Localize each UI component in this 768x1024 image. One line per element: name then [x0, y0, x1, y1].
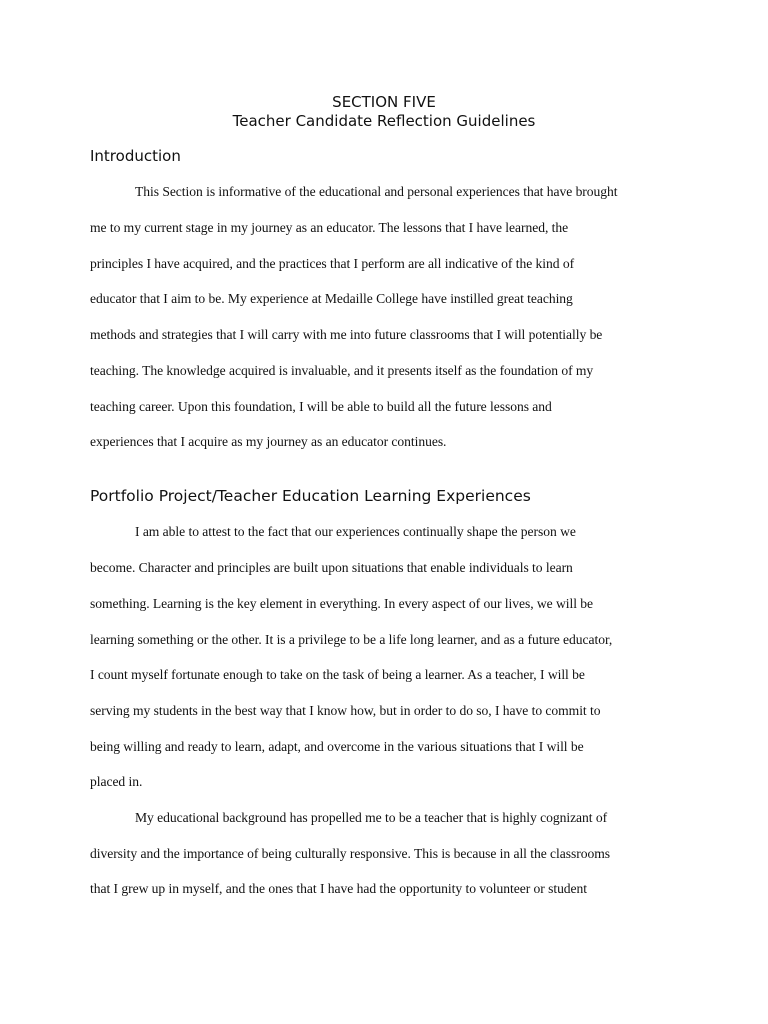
paragraph-line: methods and strategies that I will carry with me into future classrooms that I will potentially be [90, 327, 603, 342]
portfolio-heading: Portfolio Project/Teacher Education Learning Experiences [90, 487, 531, 505]
paragraph-line: This Section is informative of the educational and personal experiences that have brought [135, 184, 618, 199]
paragraph-line: learning something or the other. It is a privilege to be a life long learner, and as a future educator, [90, 632, 613, 647]
paragraph-line: diversity and the importance of being culturally responsive. This is because in all the classrooms [90, 846, 610, 861]
paragraph-line: something. Learning is the key element in everything. In every aspect of our lives, we will be [90, 596, 594, 611]
paragraph-line: I am able to attest to the fact that our experiences continually shape the person we [135, 524, 576, 539]
document-subtitle: Teacher Candidate Reflection Guidelines [232, 112, 536, 130]
paragraph-line: teaching career. Upon this foundation, I will be able to build all the future lessons and [90, 399, 552, 414]
paragraph-line: serving my students in the best way that I know how, but in order to do so, I have to commit to [90, 703, 601, 718]
paragraph-line: being willing and ready to learn, adapt, and overcome in the various situations that I will be [90, 739, 584, 754]
paragraph-line: me to my current stage in my journey as an educator. The lessons that I have learned, the [90, 220, 569, 235]
paragraph-line: I count myself fortunate enough to take on the task of being a learner. As a teacher, I will be [90, 667, 585, 682]
paragraph-line: that I grew up in myself, and the ones that I have had the opportunity to volunteer or student [90, 881, 588, 896]
paragraph-line: placed in. [90, 774, 143, 789]
paragraph-line: experiences that I acquire as my journey as an educator continues. [90, 434, 447, 449]
introduction-heading: Introduction [90, 147, 181, 165]
paragraph-line: principles I have acquired, and the practices that I perform are all indicative of the kind of [90, 256, 575, 271]
paragraph-line: My educational background has propelled me to be a teacher that is highly cognizant of [135, 810, 608, 825]
title-block [0, 93, 768, 131]
paragraph-line: become. Character and principles are built upon situations that enable individuals to learn [90, 560, 573, 575]
paragraph-line: teaching. The knowledge acquired is invaluable, and it presents itself as the foundation of my [90, 363, 594, 378]
paragraph-line: educator that I aim to be. My experience at Medaille College have instilled great teaching [90, 291, 573, 306]
section-title: SECTION FIVE [332, 93, 436, 111]
